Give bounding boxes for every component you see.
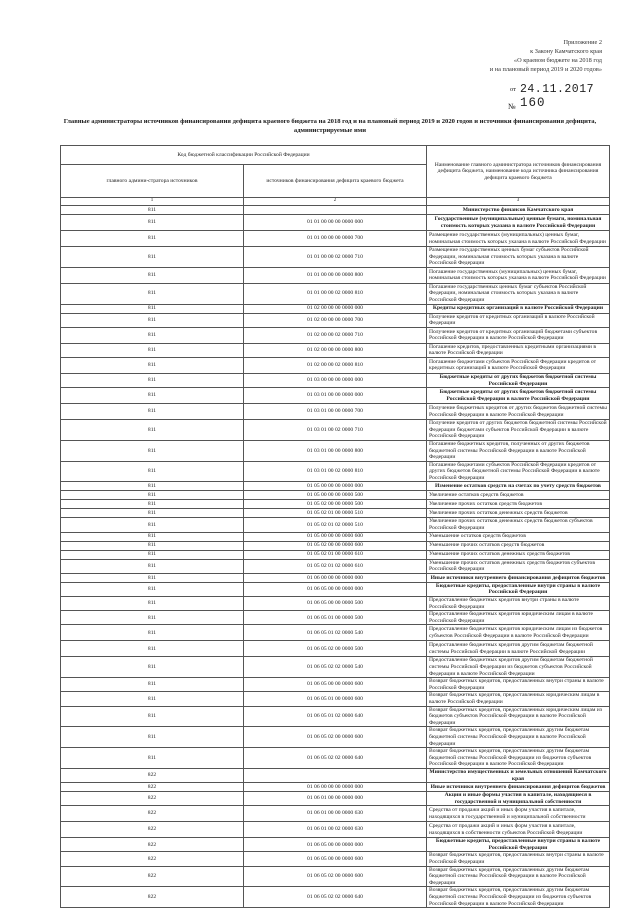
table-row [61, 573, 610, 582]
source-code-cell: 01 06 05 02 02 0000 540 [244, 657, 427, 678]
table-row [61, 727, 610, 748]
name-cell: Погашение кредитов, предоставленных кредитными организациями в валюте Российской Федерации [427, 343, 610, 357]
table-row [61, 597, 610, 611]
table-row [61, 559, 610, 573]
admin-code-cell: 822 [61, 806, 244, 822]
admin-code-cell: 811 [61, 215, 244, 231]
admin-code-cell: 811 [61, 304, 244, 313]
table-row [61, 550, 610, 559]
source-code-cell: 01 03 01 00 00 0000 800 [244, 440, 427, 461]
admin-code-cell: 822 [61, 887, 244, 908]
table-body [61, 206, 610, 908]
admin-code-cell: 811 [61, 440, 244, 461]
source-code-cell: 01 05 02 01 00 0000 610 [244, 550, 427, 559]
name-cell: Возврат бюджетных кредитов, предоставленных другим бюджетам бюджетной системы Российской Федерации в валюте Российской Федерации [427, 727, 610, 748]
source-code-cell: 01 06 05 02 02 0000 640 [244, 887, 427, 908]
table-row [61, 357, 610, 373]
table-row [61, 304, 610, 313]
law-date: 24.11.2017 [520, 83, 595, 96]
name-cell: Возврат бюджетных кредитов, предоставленных внутри страны в валюте Российской Федерации [427, 852, 610, 866]
source-code-cell: 01 06 01 00 00 0000 630 [244, 806, 427, 822]
name-cell: Увеличение прочих остатков денежных средств бюджетов [427, 509, 610, 518]
source-code-cell: 01 01 00 00 00 0000 000 [244, 215, 427, 231]
table-row [61, 532, 610, 541]
table-row [61, 491, 610, 500]
name-cell: Иные источники внутреннего финансирования дефицитов бюджетов [427, 783, 610, 792]
table-row [61, 343, 610, 357]
admin-code-cell: 811 [61, 657, 244, 678]
admin-code-cell: 811 [61, 313, 244, 327]
admin-code-cell: 822 [61, 852, 244, 866]
source-code-cell: 01 01 00 00 02 0000 810 [244, 283, 427, 304]
source-code-cell: 01 02 00 00 02 0000 810 [244, 357, 427, 373]
source-code-cell: 01 06 05 01 02 0000 640 [244, 706, 427, 727]
table-row [61, 641, 610, 657]
admin-code-cell: 811 [61, 748, 244, 769]
admin-code-cell: 811 [61, 706, 244, 727]
table-row [61, 748, 610, 769]
name-cell: Предоставление бюджетных кредитов юридическим лицам в валюте Российской Федерации [427, 611, 610, 625]
name-cell: Бюджетные кредиты, предоставленные внутри страны в валюте Российской Федерации [427, 838, 610, 852]
name-cell: Предоставление бюджетных кредитов другим бюджетам бюджетной системы Российской Федерации в валюте Российской Федерации [427, 641, 610, 657]
admin-code-cell: 822 [61, 768, 244, 782]
name-cell: Получение кредитов от других бюджетов бюджетной системы Российской Федерации бюджетами субъектов Российской Федерации в валюте Российской Федерации [427, 420, 610, 441]
table-row [61, 838, 610, 852]
source-code-cell: 01 03 01 00 02 0000 810 [244, 461, 427, 482]
name-cell: Погашение бюджетами субъектов Российской Федерации кредитов от других бюджетов бюджетной системы Российской Федерации в валюте Российской Федерации [427, 461, 610, 482]
table-row [61, 625, 610, 641]
appendix-line: к Закону Камчатского края [530, 48, 602, 55]
table-row [61, 247, 610, 268]
admin-code-cell: 811 [61, 482, 244, 491]
admin-code-cell: 811 [61, 500, 244, 509]
source-code-cell: 01 06 01 00 00 0000 000 [244, 792, 427, 806]
name-cell: Уменьшение прочих остатков денежных средств бюджетов субъектов Российской Федерации [427, 559, 610, 573]
source-code-cell: 01 06 01 00 02 0000 630 [244, 822, 427, 838]
name-cell: Бюджетные кредиты от других бюджетов бюджетной системы Российской Федерации [427, 373, 610, 387]
name-cell: Увеличение прочих остатков средств бюджетов [427, 500, 610, 509]
source-code-cell: 01 06 05 02 00 0000 600 [244, 727, 427, 748]
header-source-col: источников финансирования дефицита краевого бюджета [244, 165, 427, 198]
law-signature-block [508, 83, 595, 111]
table-row [61, 215, 610, 231]
name-cell: Возврат бюджетных кредитов, предоставленных другим бюджетам бюджетной системы Российской Федерации из бюджетов субъектов Российской Федерации в валюте Российской Федерации [427, 748, 610, 769]
table-row [61, 283, 610, 304]
admin-code-cell: 811 [61, 597, 244, 611]
source-code-cell: 01 06 05 02 02 0000 640 [244, 748, 427, 769]
column-number: 3 [427, 198, 610, 206]
admin-code-cell: 822 [61, 792, 244, 806]
source-code-cell: 01 02 00 00 00 0000 800 [244, 343, 427, 357]
admin-code-cell: 811 [61, 625, 244, 641]
name-cell: Возврат бюджетных кредитов, предоставленных другим бюджетам бюджетной системы Российской Федерации из бюджетов субъектов Российской Федерации в валюте Российской Федерации [427, 887, 610, 908]
table-row [61, 822, 610, 838]
name-cell: Получение кредитов от кредитных организаций в валюте Российской Федерации [427, 313, 610, 327]
column-number: 1 [61, 198, 244, 206]
name-cell: Уменьшение остатков средств бюджетов [427, 532, 610, 541]
source-code-cell: 01 05 02 00 00 0000 600 [244, 541, 427, 550]
table-row [61, 440, 610, 461]
table-row [61, 783, 610, 792]
document-title: Главные администраторы источников финансирования дефицита краевого бюджета на 2018 год и на плановый период 2019 и 2020 годов и источники финансирования дефицита, администрируемые ими [63, 118, 597, 134]
source-code-cell: 01 06 05 01 00 0000 500 [244, 611, 427, 625]
table-row [61, 657, 610, 678]
header-name-col: Наименование главного администратора источников финансирования дефицита бюджета, наименование кода источника финансирования дефицита краевого бюджета [427, 146, 610, 198]
name-cell: Получение кредитов от кредитных организаций бюджетами субъектов Российской Федерации в валюте Российской Федерации [427, 327, 610, 343]
name-cell: Размещение государственных (муниципальных) ценных бумаг, номинальная стоимость которых указана в валюте Российской Федерации [427, 231, 610, 247]
table-row [61, 420, 610, 441]
column-number: 2 [244, 198, 427, 206]
name-cell: Увеличение остатков средств бюджетов [427, 491, 610, 500]
source-code-cell: 01 02 00 00 00 0000 000 [244, 304, 427, 313]
source-code-cell: 01 05 00 00 00 0000 500 [244, 491, 427, 500]
name-cell: Получение бюджетных кредитов от других бюджетов бюджетной системы Российской Федерации в валюте Российской Федерации [427, 404, 610, 420]
admin-code-cell: 811 [61, 727, 244, 748]
source-code-cell: 01 06 00 00 00 0000 000 [244, 783, 427, 792]
name-cell: Кредиты кредитных организаций в валюте Российской Федерации [427, 304, 610, 313]
admin-code-cell: 811 [61, 678, 244, 692]
source-code-cell [244, 206, 427, 215]
admin-code-cell: 811 [61, 283, 244, 304]
table-row [61, 692, 610, 706]
source-code-cell: 01 05 02 01 02 0000 610 [244, 559, 427, 573]
table-row [61, 231, 610, 247]
admin-code-cell: 811 [61, 373, 244, 387]
number-prefix: № [508, 102, 516, 111]
source-code-cell: 01 01 00 00 00 0000 700 [244, 231, 427, 247]
header-group: Код бюджетной классификации Российской Федерации [61, 146, 427, 165]
admin-code-cell: 811 [61, 641, 244, 657]
table-row [61, 509, 610, 518]
name-cell: Возврат бюджетных кредитов, предоставленных внутри страны в валюте Российской Федерации [427, 678, 610, 692]
name-cell: Предоставление бюджетных кредитов внутри страны в валюте Российской Федерации [427, 597, 610, 611]
source-code-cell: 01 05 00 00 00 0000 600 [244, 532, 427, 541]
table-row [61, 582, 610, 596]
date-prefix: от [510, 86, 517, 93]
source-code-cell: 01 03 00 00 00 0000 000 [244, 373, 427, 387]
admin-code-cell: 811 [61, 461, 244, 482]
source-code-cell: 01 06 05 01 00 0000 600 [244, 692, 427, 706]
admin-code-cell: 822 [61, 838, 244, 852]
admin-code-cell: 811 [61, 611, 244, 625]
table-row [61, 541, 610, 550]
name-cell: Иные источники внутреннего финансирования дефицитов бюджетов [427, 573, 610, 582]
table-row [61, 500, 610, 509]
source-code-cell: 01 06 05 00 00 0000 000 [244, 838, 427, 852]
appendix-line: Приложение 2 [563, 39, 602, 46]
table-row [61, 313, 610, 327]
admin-code-cell: 811 [61, 550, 244, 559]
table-row [61, 373, 610, 387]
source-code-cell: 01 06 05 00 00 0000 000 [244, 582, 427, 596]
law-number: 160 [520, 96, 546, 110]
admin-code-cell: 811 [61, 509, 244, 518]
name-cell: Бюджетные кредиты, предоставленные внутри страны в валюте Российской Федерации [427, 582, 610, 596]
source-code-cell: 01 02 00 00 02 0000 710 [244, 327, 427, 343]
source-code-cell: 01 03 01 00 00 0000 000 [244, 388, 427, 404]
table-row [61, 678, 610, 692]
admin-code-cell: 811 [61, 532, 244, 541]
source-code-cell: 01 03 01 00 00 0000 700 [244, 404, 427, 420]
source-code-cell: 01 06 05 00 00 0000 600 [244, 852, 427, 866]
admin-code-cell: 822 [61, 783, 244, 792]
source-code-cell: 01 02 00 00 00 0000 700 [244, 313, 427, 327]
admin-code-cell: 811 [61, 518, 244, 532]
name-cell: Государственные (муниципальные) ценные бумаги, номинальная стоимость которых указана в валюте Российской Федерации [427, 215, 610, 231]
appendix-line: и на плановый период 2019 и 2020 годов» [489, 66, 602, 73]
table-row [61, 866, 610, 887]
source-code-cell: 01 06 05 02 00 0000 600 [244, 866, 427, 887]
table-row [61, 706, 610, 727]
administrators-table [60, 145, 610, 908]
name-cell: Средства от продажи акций и иных форм участия в капитале, находящихся в собственности субъектов Российской Федерации [427, 822, 610, 838]
admin-code-cell: 822 [61, 822, 244, 838]
name-cell: Средства от продажи акций и иных форм участия в капитале, находящихся в государственной и муниципальной собственности [427, 806, 610, 822]
table-row [61, 792, 610, 806]
admin-code-cell: 811 [61, 692, 244, 706]
table-row [61, 611, 610, 625]
name-cell: Акции и иные формы участия в капитале, находящиеся в государственной и муниципальной собственности [427, 792, 610, 806]
source-code-cell: 01 01 00 00 00 0000 800 [244, 267, 427, 283]
source-code-cell: 01 05 02 01 00 0000 510 [244, 509, 427, 518]
admin-code-cell: 811 [61, 559, 244, 573]
table-row [61, 852, 610, 866]
source-code-cell: 01 06 05 00 00 0000 500 [244, 597, 427, 611]
name-cell: Погашение бюджетами субъектов Российской Федерации кредитов от кредитных организаций в валюте Российской Федерации [427, 357, 610, 373]
source-code-cell: 01 03 01 00 02 0000 710 [244, 420, 427, 441]
name-cell: Уменьшение прочих остатков средств бюджетов [427, 541, 610, 550]
name-cell: Уменьшение прочих остатков денежных средств бюджетов [427, 550, 610, 559]
table-row [61, 206, 610, 215]
table-row [61, 388, 610, 404]
table-row [61, 404, 610, 420]
table-row [61, 518, 610, 532]
name-cell: Погашение бюджетных кредитов, полученных от других бюджетов бюджетной системы Российской Федерации в валюте Российской Федерации [427, 440, 610, 461]
table-row [61, 461, 610, 482]
admin-code-cell: 811 [61, 343, 244, 357]
admin-code-cell: 811 [61, 388, 244, 404]
source-code-cell: 01 05 02 01 02 0000 510 [244, 518, 427, 532]
appendix-line: «О краевом бюджете на 2018 год [513, 57, 602, 64]
name-cell: Предоставление бюджетных кредитов другим бюджетам бюджетной системы Российской Федерации из бюджетов субъектов Российской Федерации в валюте Российской Федерации [427, 657, 610, 678]
admin-code-cell: 811 [61, 327, 244, 343]
admin-code-cell: 811 [61, 267, 244, 283]
source-code-cell: 01 05 02 00 00 0000 500 [244, 500, 427, 509]
source-code-cell: 01 06 05 02 00 0000 500 [244, 641, 427, 657]
name-cell: Министерство имущественных и земельных отношений Камчатского края [427, 768, 610, 782]
source-code-cell: 01 06 05 00 00 0000 600 [244, 678, 427, 692]
admin-code-cell: 811 [61, 247, 244, 268]
admin-code-cell: 811 [61, 404, 244, 420]
source-code-cell: 01 06 05 01 02 0000 540 [244, 625, 427, 641]
admin-code-cell: 811 [61, 541, 244, 550]
admin-code-cell: 811 [61, 206, 244, 215]
name-cell: Увеличение прочих остатков денежных средств бюджетов субъектов Российской Федерации [427, 518, 610, 532]
admin-code-cell: 811 [61, 357, 244, 373]
name-cell: Возврат бюджетных кредитов, предоставленных другим бюджетам бюджетной системы Российской Федерации в валюте Российской Федерации [427, 866, 610, 887]
name-cell: Изменение остатков средств на счетах по учету средств бюджетов [427, 482, 610, 491]
table-row [61, 482, 610, 491]
source-code-cell: 01 01 00 00 02 0000 710 [244, 247, 427, 268]
name-cell: Бюджетные кредиты от других бюджетов бюджетной системы Российской Федерации в валюте Российской Федерации [427, 388, 610, 404]
table-row [61, 806, 610, 822]
source-code-cell: 01 05 00 00 00 0000 000 [244, 482, 427, 491]
table-row [61, 768, 610, 782]
table-row [61, 267, 610, 283]
admin-code-cell: 811 [61, 231, 244, 247]
name-cell: Размещение государственных ценных бумаг субъектов Российской Федерации, номинальная стоимость которых указана в валюте Российской Федерации [427, 247, 610, 268]
name-cell: Возврат бюджетных кредитов, предоставленных юридическим лицам в валюте Российской Федерации [427, 692, 610, 706]
header-admin-col: главного админи-стратора источников [61, 165, 244, 198]
table-row [61, 327, 610, 343]
name-cell: Погашение государственных (муниципальных) ценных бумаг, номинальная стоимость которых указана в валюте Российской Федерации [427, 267, 610, 283]
admin-code-cell: 811 [61, 491, 244, 500]
source-code-cell: 01 06 00 00 00 0000 000 [244, 573, 427, 582]
name-cell: Министерство финансов Камчатского края [427, 206, 610, 215]
admin-code-cell: 811 [61, 582, 244, 596]
name-cell: Погашение государственных ценных бумаг субъектов Российской Федерации, номинальная стоимость которых указана в валюте Российской Федерации [427, 283, 610, 304]
admin-code-cell: 822 [61, 866, 244, 887]
appendix-header [402, 38, 602, 74]
admin-code-cell: 811 [61, 420, 244, 441]
name-cell: Возврат бюджетных кредитов, предоставленных юридическим лицам из бюджетов субъектов Российской Федерации в валюте Российской Федерации [427, 706, 610, 727]
name-cell: Предоставление бюджетных кредитов юридическим лицам из бюджетов субъектов Российской Федерации в валюте Российской Федерации [427, 625, 610, 641]
source-code-cell [244, 768, 427, 782]
admin-code-cell: 811 [61, 573, 244, 582]
